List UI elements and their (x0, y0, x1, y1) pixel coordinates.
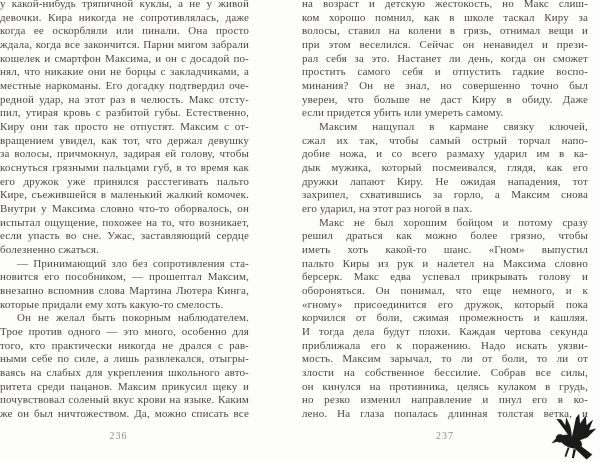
text-line: минания? Он не знал, но совершенно точно был (302, 80, 588, 93)
text-line: если придется убить или умереть самому. (302, 107, 504, 120)
page-left-text (0, 0, 249, 422)
text-line: Внутри у Максима словно что-то оборвалось, он (0, 203, 249, 216)
text-line: захрипел, схватившись за горло, а Максим снова (302, 189, 588, 202)
text-line: Максим нащупал в кармане связку ключей, (319, 121, 588, 134)
page-right-text (302, 0, 588, 422)
text-line: злости на собственное бессилие. Собрав все силы, (302, 367, 588, 380)
text-line: нял, что никакие они не борцы с закладчиками, а (0, 66, 249, 79)
text-line: того, кто практически никогда не дрался с рав- (0, 339, 249, 352)
text-line: простить самого себя и отпустить гадкие воспо- (302, 66, 588, 79)
text-line: на возраст и детскую жестокость, но Макс слиш- (302, 0, 588, 10)
text-line: которые придали ему хоть какую-то смелость. (0, 298, 224, 311)
text-line: его ударил, на этот раз ногой в пах. (302, 203, 473, 216)
text-line: приближала его к поражению. Надо искать уязви- (302, 339, 588, 352)
text-line: редной удар, на этот раз в челюсть. Макс отсту- (0, 93, 249, 106)
text-line: берсерк. Макс едва успевал прикрывать голову и (302, 271, 588, 284)
text-line: его дружок уже принялся расстегивать пальто (0, 175, 249, 188)
text-line: ваясь на слабых для укрепления школьного авто- (0, 367, 249, 380)
text-line: дружки лапают Киру. Не ожидая нападения, тот (302, 175, 588, 188)
text-line: при этом веселился. Сейчас он ненавидел и прези- (302, 39, 588, 52)
text-line: внезапно вспомнив слова Мартина Лютера Кинга, (0, 285, 249, 298)
text-line: И тогда дела будут плохи. Каждая чертова секунда (302, 326, 588, 339)
text-line: вращением увидел, как тот, что держал девушку (0, 134, 249, 147)
text-line: но резко изменил направление и пнул его в ко- (302, 394, 588, 407)
text-line: обороняться. Он понимал, что еще немного, и к (302, 285, 588, 298)
text-line: местные наркоманы. Его догадку подтвердил оче- (0, 80, 249, 93)
page-number-left: 236 (109, 431, 128, 442)
text-line: за волосы, причмокнул, задирая ей голову, чтобы (0, 148, 249, 161)
text-line: иметь хоть какой-то шанс. «Гном» выпустил (302, 244, 588, 257)
text-line: корчился от боли, сжимая промежность и кашляя. (302, 312, 588, 325)
text-line: сжал их так, чтобы самый острый торчал напо- (302, 134, 588, 147)
text-line: рал себя за это. Настанет ли день, когда он сможет (302, 52, 588, 65)
text-line: добие ножа, и со всего размаху ударил им в ка- (302, 148, 588, 161)
text-line: дык мужика, который посмеивался, глядя, как его (302, 162, 588, 175)
text-line: же он был ничтожеством. Да, можно списать все (0, 408, 249, 421)
text-line: когда ее оскорбляли или пинали. Она просто (0, 25, 249, 38)
text-line: уверен, что больше не даст Киру в обиду. Даже (302, 93, 588, 106)
text-line: у какой-нибудь тряпичной куклы, а не у живой (0, 0, 249, 10)
text-line: лено. На глаза попалась длинная толстая ветка, и (302, 408, 588, 421)
text-line: пил, утирая кровь с разбитой губы. Естественно, (0, 107, 249, 120)
text-line: девочки. Кира никогда не сопротивлялась, даже (0, 11, 249, 24)
text-line: ными себе по силе, а лишь развлекался, отыгры- (0, 353, 249, 366)
text-line: Кире, съежившейся в маленький жалкий комочек. (0, 189, 249, 202)
text-line: Макс не был хорошим бойцом и потому сразу (319, 216, 588, 229)
text-line: ритета среди пацанов. Максим прикусил щеку и (0, 380, 249, 393)
text-line: пальто Киры из рук и налетел на Максима словно (302, 257, 588, 270)
text-line: он кинулся на противника, целясь кулаком в грудь, (302, 380, 588, 393)
text-line: новится его пособником, — прошептал Максим, (0, 271, 249, 284)
text-line: кошелек и смартфон Максима, и он с досадой по- (0, 52, 249, 65)
text-line: ждала, когда все закончится. Парни мигом забрали (0, 39, 249, 52)
text-line: мость. Максим зарычал, то ли от боли, то ли от (302, 353, 588, 366)
text-line: Он не желал быть покорным наблюдателем. (17, 312, 249, 325)
text-line: решил драться как можно более грязно, чтобы (302, 230, 588, 243)
text-line: «гному» присоединится его дружок, который пока (302, 298, 588, 311)
text-line: Киру они так просто не отпустят. Максим с от- (0, 121, 249, 134)
crow-icon (549, 413, 598, 462)
text-line: ком хорошо помнил, как в школе таскал Киру за (302, 11, 588, 24)
text-line: если упасть во сне. Ужас, заставляющий сердце (0, 230, 249, 243)
text-line: волосы, ставил на колени в грязь, отнимал вещи и (302, 25, 588, 38)
text-line: — Принимающий зло без сопротивления ста- (17, 257, 249, 270)
page-number-right: 237 (436, 431, 454, 442)
text-line: коснуться грязными пальцами губ, в то время как (0, 162, 249, 175)
text-line: болезненно сжаться. (0, 244, 100, 257)
text-line: почувствовал соленый вкус крови на языке. Каким (0, 394, 249, 407)
text-line: Трое против одного — это много, особенно для (0, 326, 249, 339)
text-line: испытал ощущение, похожее на то, что возникает, (0, 216, 249, 229)
